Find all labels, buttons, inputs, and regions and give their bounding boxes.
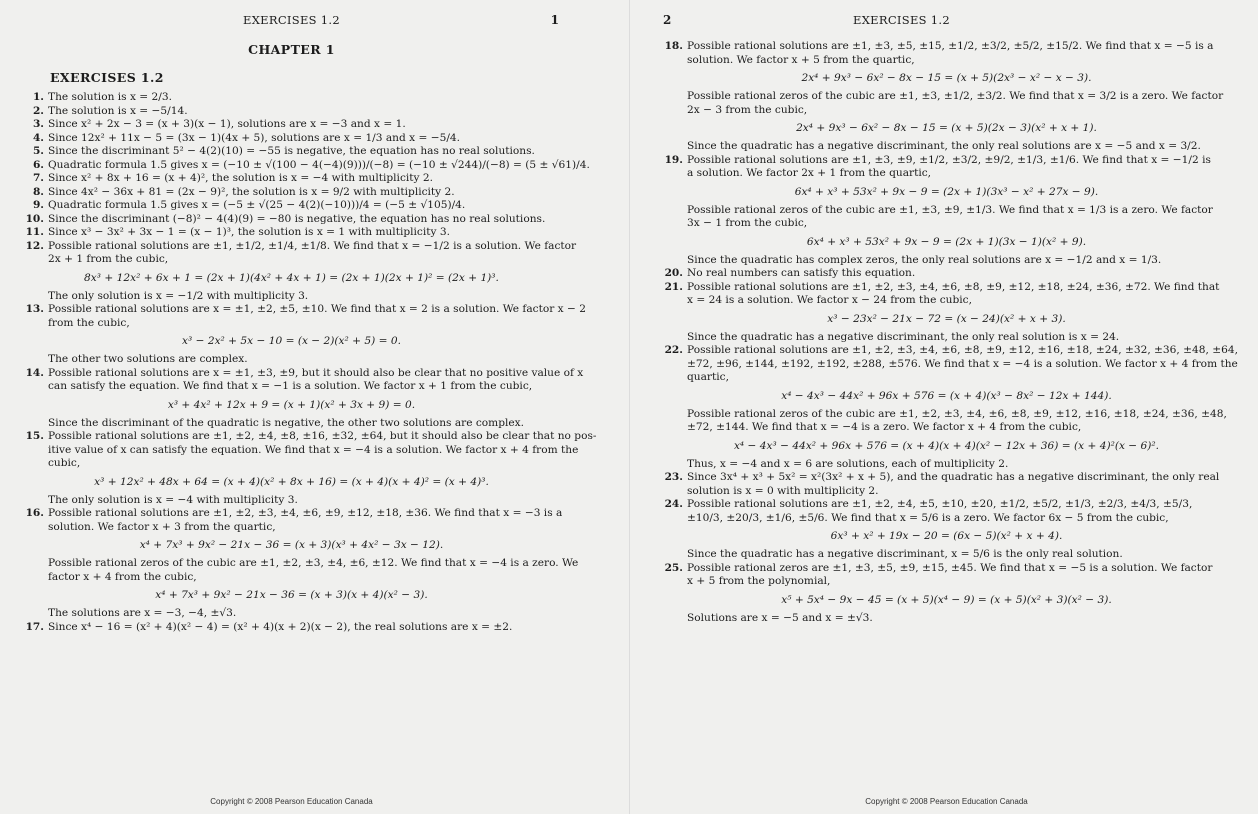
display-equation: x⁴ − 4x³ − 44x² + 96x + 576 = (x + 4)(x³ − 8x² − 12x + 144). — [781, 389, 1112, 402]
exercise-text — [48, 226, 559, 240]
text-line: Possible rational solutions are ±1, ±2, ±3, ±4, ±6, ±8, ±9, ±12, ±16, ±18, ±24, ±32, ±36, ±48, ±64, — [687, 344, 1238, 356]
exercise-text — [687, 344, 1238, 385]
exercise-number: 18. — [664, 40, 683, 52]
text-line: Possible rational solutions are ±1, ±2, ±4, ±5, ±10, ±20, ±1/2, ±5/2, ±1/3, ±2/3, ±4/3, ±5/3, — [687, 498, 1193, 510]
display-equation: 6x⁴ + x³ + 53x² + 9x − 9 = (2x + 1)(3x − 1)(x² + 9). — [806, 235, 1087, 248]
page-number: 1 — [550, 13, 559, 27]
running-head-title: EXERCISES 1.2 — [243, 13, 340, 27]
display-equation: 2x⁴ + 9x³ − 6x² − 8x − 15 = (x + 5)(2x − 3)(x² + x + 1). — [796, 122, 1097, 134]
exercise-text — [687, 498, 1230, 525]
exercise-number: 24. — [664, 498, 683, 510]
exercise-text — [48, 213, 559, 227]
exercise-text — [48, 303, 586, 330]
text-line: Possible rational zeros of the cubic are ±1, ±3, ±9, ±1/3. We find that x = 1/3 is a zero. We factor — [687, 203, 1213, 216]
exercise-item — [24, 226, 559, 240]
exercise-item — [663, 562, 1230, 589]
display-equation: x⁴ − 4x³ − 44x² + 96x + 576 = (x + 4)(x + 4)(x² − 12x + 36) = (x + 4)²(x − 6)². — [733, 439, 1160, 452]
text-line: Since x² + 2x − 3 = (x + 3)(x − 1), solutions are x = −3 and x = 1. — [48, 118, 406, 130]
text-line: Since 12x² + 11x − 5 = (3x − 1)(4x + 5), solutions are x = 1/3 and x = −5/4. — [48, 131, 461, 144]
exercise-text — [48, 145, 559, 159]
exercise-number: 8. — [32, 185, 44, 198]
right-page — [629, 0, 1258, 814]
display-equation: x³ − 23x² − 21x − 72 = (x − 24)(x² + x + 3). — [827, 312, 1066, 325]
exercise-text — [687, 471, 1230, 498]
text-line: Since the discriminant 5² − 4(2)(10) = −55 is negative, the equation has no real solutions. — [48, 145, 535, 157]
text-line: x + 5 from the polynomial, — [687, 575, 831, 587]
text-line: quartic, — [687, 371, 729, 383]
exercise-item — [663, 344, 1238, 385]
text-line: Since x³ − 3x² + 3x − 1 = (x − 1)³, the solution is x = 1 with multiplicity 3. — [48, 226, 450, 238]
text-line: Since 4x² − 36x + 81 = (2x − 9)², the solution is x = 9/2 with multiplicity 2. — [48, 185, 455, 198]
exercise-item — [24, 213, 559, 227]
exercise-item — [24, 132, 559, 146]
text-line: Since the quadratic has a negative discriminant, the only real solution is x = 24. — [687, 330, 1120, 343]
text-line: itive value of x can satisfy the equation. We find that x = −4 is a solution. We factor x + 4 from the — [48, 443, 579, 456]
copyright-footer: Copyright © 2008 Pearson Education Canada — [210, 797, 373, 806]
exercise-text — [48, 91, 559, 105]
text-line: Solutions are x = −5 and x = ±√3. — [687, 611, 873, 624]
text-line: ±10/3, ±20/3, ±1/6, ±5/6. We find that x = 5/6 is a zero. We factor 6x − 5 from the cubic, — [687, 511, 1169, 524]
text-line: Since 3x⁴ + x³ + 5x² = x²(3x² + x + 5), and the quadratic has a negative discriminant, the only real — [687, 471, 1220, 483]
copyright-footer: Copyright © 2008 Pearson Education Canada — [865, 797, 1028, 806]
exercise-text — [48, 118, 559, 132]
exercise-text — [48, 621, 559, 635]
text-line: Since the quadratic has a negative discriminant, x = 5/6 is the only real solution. — [687, 548, 1123, 560]
exercise-item — [24, 105, 559, 119]
exercise-item — [24, 199, 559, 213]
text-line: 2x − 3 from the cubic, — [687, 103, 808, 116]
exercise-text — [687, 562, 1230, 589]
exercise-item — [663, 471, 1230, 498]
exercise-number: 1. — [32, 91, 44, 103]
text-line: Since the quadratic has complex zeros, the only real solutions are x = −1/2 and x = 1/3. — [687, 253, 1162, 266]
display-equation: x³ + 12x² + 48x + 64 = (x + 4)(x² + 8x + 16) = (x + 4)(x + 4)² = (x + 4)³. — [94, 475, 489, 488]
exercise-text — [687, 267, 1230, 281]
text-line: Possible rational zeros of the cubic are ±1, ±3, ±1/2, ±3/2. We find that x = 3/2 is a zero. We factor — [687, 90, 1224, 102]
text-line: Possible rational zeros of the cubic are ±1, ±2, ±3, ±4, ±6, ±8, ±9, ±12, ±16, ±18, ±24, ±36, ±48, — [687, 407, 1227, 420]
display-equation: x³ + 4x² + 12x + 9 = (x + 1)(x² + 3x + 9) = 0. — [167, 398, 416, 411]
text-line: solution. We factor x + 5 from the quartic, — [687, 53, 915, 66]
exercise-text — [687, 40, 1230, 67]
text-line: The only solution is x = −4 with multiplicity 3. — [48, 493, 298, 506]
text-line: Possible rational zeros of the cubic are ±1, ±2, ±3, ±4, ±6, ±12. We find that x = −4 is a zero. We — [48, 557, 579, 569]
text-line: 3x − 1 from the cubic, — [687, 217, 808, 229]
exercise-item — [663, 267, 1230, 281]
exercise-number: 10. — [25, 212, 44, 225]
text-line: Quadratic formula 1.5 gives x = (−5 ± √(25 − 4(2)(−10)))/4 = (−5 ± √105)/4. — [48, 199, 466, 211]
display-equation: 6x⁴ + x³ + 53x² + 9x − 9 = (2x + 1)(3x³ − x² + 27x − 9). — [794, 185, 1099, 198]
exercise-number: 7. — [32, 172, 44, 184]
text-line: Quadratic formula 1.5 gives x = (−10 ± √(100 − 4(−4)(9)))/(−8) = (−10 ± √244)/(−8) = (5 ± √61)/4. — [48, 158, 590, 171]
exercise-number: 19. — [664, 153, 683, 166]
exercise-item — [663, 154, 1230, 181]
exercise-number: 3. — [32, 118, 44, 130]
text-line: Since the discriminant of the quadratic is negative, the other two solutions are complex. — [48, 416, 524, 429]
exercise-list — [24, 91, 597, 634]
exercise-text — [48, 430, 596, 471]
display-equation: x⁵ + 5x⁴ − 9x − 45 = (x + 5)(x⁴ − 9) = (x + 5)(x² + 3)(x² − 3). — [781, 593, 1112, 606]
exercise-number: 20. — [664, 267, 683, 279]
text-line: from the cubic, — [48, 316, 130, 329]
display-equation: x⁴ + 7x³ + 9x² − 21x − 36 = (x + 3)(x³ + 4x² − 3x − 12). — [139, 539, 444, 551]
text-line: Thus, x = −4 and x = 6 are solutions, each of multiplicity 2. — [687, 457, 1009, 470]
exercise-number: 21. — [664, 280, 683, 293]
display-equation: 2x⁴ + 9x³ − 6x² − 8x − 15 = (x + 5)(2x³ − x² − x − 3). — [801, 72, 1092, 84]
exercise-item — [24, 621, 559, 635]
exercise-item — [663, 40, 1230, 67]
text-line: The only solution is x = −1/2 with multiplicity 3. — [48, 289, 309, 302]
exercise-item — [24, 366, 584, 394]
text-line: Possible rational solutions are ±1, ±2, ±3, ±4, ±6, ±9, ±12, ±18, ±36. We find that x = −3 is a — [48, 507, 563, 519]
text-line: ±72, ±144. We find that x = −4 is a zero. We factor x + 4 from the cubic, — [687, 421, 1082, 433]
text-line: cubic, — [48, 457, 81, 469]
display-equation: 6x³ + x² + 19x − 20 = (6x − 5)(x² + x + 4). — [830, 530, 1063, 542]
text-line: Possible rational solutions are ±1, ±3, ±5, ±15, ±1/2, ±3/2, ±5/2, ±15/2. We find that x = −5 is a — [687, 40, 1214, 52]
text-line: factor x + 4 from the cubic, — [48, 570, 197, 583]
page-number: 2 — [663, 13, 672, 27]
exercise-number: 6. — [32, 158, 44, 171]
exercise-item — [663, 498, 1230, 525]
text-line: ±72, ±96, ±144, ±192, ±192, ±288, ±576. We find that x = −4 is a solution. We factor x + 4 from the — [687, 357, 1238, 370]
exercise-text — [48, 367, 583, 394]
exercise-text — [48, 507, 562, 534]
text-line: Possible rational solutions are ±1, ±1/2, ±1/4, ±1/8. We find that x = −1/2 is a solution. We factor — [48, 239, 577, 252]
exercise-item — [24, 239, 577, 267]
exercise-number: 23. — [664, 471, 683, 483]
section-title: EXERCISES 1.2 — [50, 70, 164, 85]
display-equation: x³ − 2x² + 5x − 10 = (x − 2)(x² + 5) = 0. — [182, 335, 401, 347]
exercise-item — [24, 91, 559, 105]
exercise-item — [24, 118, 559, 132]
text-line: Possible rational solutions are ±1, ±3, ±9, ±1/2, ±3/2, ±9/2, ±1/3, ±1/6. We find that x = −1/2 is — [687, 153, 1211, 166]
exercise-text — [48, 105, 559, 119]
exercise-text — [687, 154, 1230, 181]
text-line: No real numbers can satisfy this equation. — [687, 267, 916, 279]
exercise-item — [663, 281, 1230, 308]
text-line: Possible rational zeros are ±1, ±3, ±5, ±9, ±15, ±45. We find that x = −5 is a solution. We factor — [687, 561, 1213, 574]
exercise-number: 12. — [25, 239, 44, 252]
text-line: can satisfy the equation. We find that x = −1 is a solution. We factor x + 1 from the cubic, — [48, 380, 533, 392]
text-line: Possible rational solutions are x = ±1, ±2, ±5, ±10. We find that x = 2 is a solution. We factor x − 2 — [48, 303, 586, 315]
text-line: The solution is x = −5/14. — [48, 104, 188, 117]
text-line: Possible rational solutions are ±1, ±2, ±4, ±8, ±16, ±32, ±64, but it should also be clear that no pos- — [48, 430, 597, 442]
exercise-text — [48, 186, 559, 200]
text-line: Possible rational solutions are ±1, ±2, ±3, ±4, ±6, ±8, ±9, ±12, ±18, ±24, ±36, ±72. We find that — [687, 280, 1220, 293]
exercise-text — [48, 240, 576, 267]
exercise-list — [663, 40, 1238, 625]
exercise-number: 25. — [664, 561, 683, 574]
exercise-text — [48, 159, 590, 173]
running-head — [24, 0, 559, 40]
exercise-item — [24, 158, 590, 173]
text-line: Since the quadratic has a negative discriminant, the only real solutions are x = −5 and x = 3/2. — [687, 140, 1201, 152]
exercise-number: 15. — [25, 430, 44, 442]
exercise-text — [687, 281, 1230, 308]
text-line: Possible rational solutions are x = ±1, ±3, ±9, but it should also be clear that no positive value of x — [48, 366, 584, 379]
exercise-number: 14. — [25, 366, 44, 379]
exercise-number: 2. — [32, 104, 44, 117]
exercise-item — [24, 430, 597, 471]
exercise-text — [48, 199, 559, 213]
exercise-number: 5. — [32, 145, 44, 157]
text-line: The solution is x = 2/3. — [48, 91, 172, 103]
text-line: The other two solutions are complex. — [48, 353, 248, 365]
exercise-number: 11. — [25, 226, 44, 238]
text-line: The solutions are x = −3, −4, ±√3. — [48, 607, 237, 619]
running-head — [663, 0, 1230, 40]
exercise-item — [24, 145, 559, 159]
text-line: x = 24 is a solution. We factor x − 24 from the cubic, — [687, 294, 972, 306]
text-line: 2x + 1 from the cubic, — [48, 253, 169, 265]
text-line: Since the discriminant (−8)² − 4(4)(9) = −80 is negative, the equation has no real solutions. — [48, 212, 546, 225]
display-equation: 8x³ + 12x² + 6x + 1 = (2x + 1)(4x² + 4x + 1) = (2x + 1)(2x + 1)² = (2x + 1)³. — [84, 271, 499, 284]
exercise-item — [24, 507, 563, 534]
running-head-title: EXERCISES 1.2 — [853, 13, 950, 27]
text-line: solution is x = 0 with multiplicity 2. — [687, 484, 879, 497]
exercise-number: 4. — [32, 131, 44, 144]
chapter-title: CHAPTER 1 — [248, 42, 335, 57]
display-equation: x⁴ + 7x³ + 9x² − 21x − 36 = (x + 3)(x + 4)(x² − 3). — [155, 589, 428, 601]
text-line: solution. We factor x + 3 from the quartic, — [48, 520, 276, 533]
text-line: Since x⁴ − 16 = (x² + 4)(x² − 4) = (x² + 4)(x + 2)(x − 2), the real solutions are x = ±2. — [48, 620, 513, 633]
exercise-text — [48, 172, 559, 186]
text-line: a solution. We factor 2x + 1 from the quartic, — [687, 167, 932, 179]
exercise-item — [24, 172, 559, 186]
exercise-number: 13. — [25, 303, 44, 315]
exercise-item — [24, 303, 586, 330]
exercise-text — [48, 132, 559, 146]
exercise-number: 17. — [25, 620, 44, 633]
exercise-number: 22. — [664, 344, 683, 356]
exercise-item — [24, 186, 559, 200]
exercise-number: 16. — [25, 507, 44, 519]
exercise-number: 9. — [32, 199, 44, 211]
text-line: Since x² + 8x + 16 = (x + 4)², the solution is x = −4 with multiplicity 2. — [48, 172, 433, 184]
